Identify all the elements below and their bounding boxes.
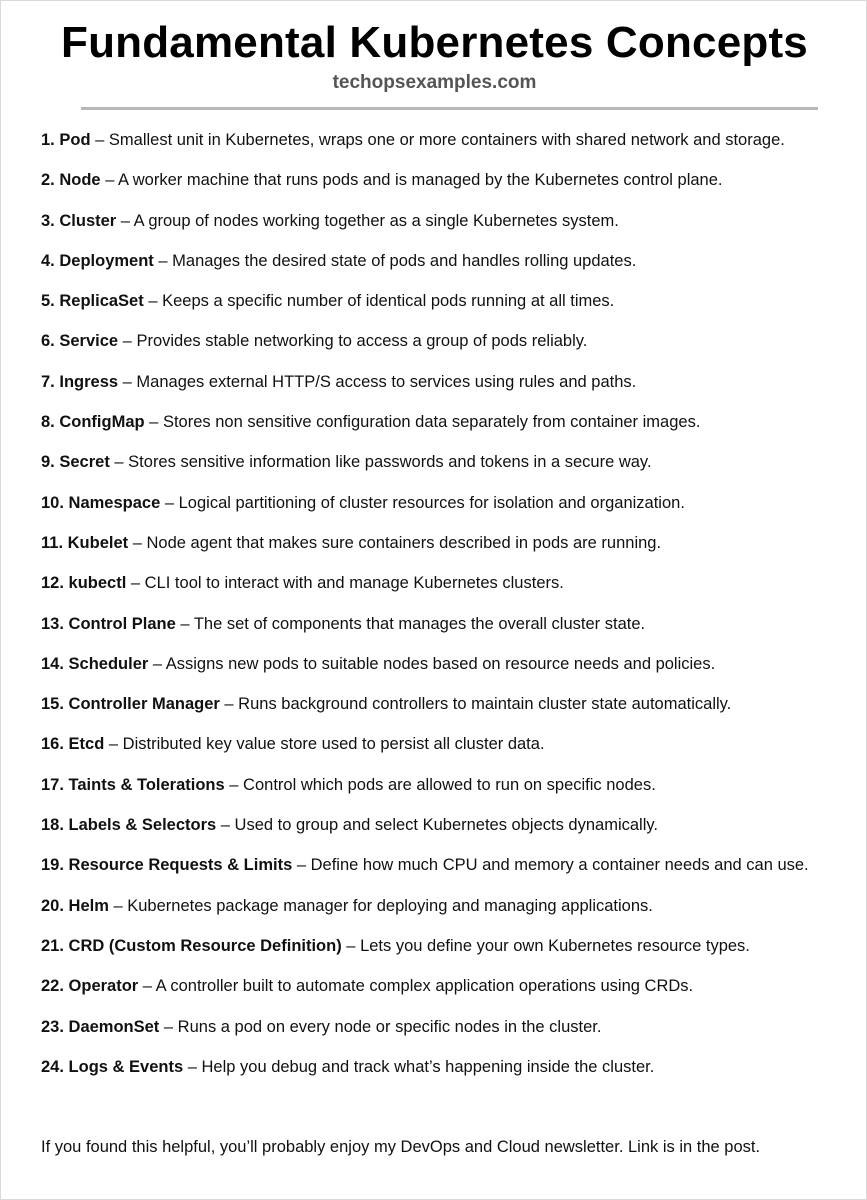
term-label: Scheduler (68, 654, 149, 673)
item-number: 20. (41, 896, 64, 915)
concept-term (41, 453, 110, 471)
term-label: Logs & Events (68, 1057, 184, 1076)
item-number: 24. (41, 1057, 64, 1076)
item-number: 1. (41, 131, 55, 149)
concept-description: The set of components that manages the overall cluster state. (193, 614, 646, 633)
item-number: 10. (41, 493, 64, 512)
concept-description: Manages external HTTP/S access to services using rules and paths. (136, 372, 637, 391)
concept-term (41, 413, 145, 431)
list-item: 9. Secret – Stores sensitive information like passwords and tokens in a secure way. (41, 453, 652, 472)
item-number: 21. (41, 936, 64, 955)
header-divider (81, 107, 818, 110)
concept-term (41, 534, 128, 552)
term-label: Ingress (59, 372, 119, 391)
concept-description: Runs background controllers to maintain cluster state automatically. (238, 695, 732, 714)
list-item: 11. Kubelet – Node agent that makes sure containers described in pods are running. (41, 533, 662, 552)
site-url: techopsexamples.com (332, 72, 537, 93)
item-number: 6. (41, 332, 55, 351)
list-item: 24. Logs & Events – Help you debug and track what’s happening inside the cluster. (41, 1057, 655, 1076)
concept-term (41, 695, 220, 713)
concept-description: Define how much CPU and memory a container needs and can use. (310, 856, 809, 875)
item-number: 18. (41, 816, 64, 835)
list-item: 19. Resource Requests & Limits – Define how much CPU and memory a container needs and can use. (41, 856, 809, 875)
concept-term (41, 171, 101, 189)
list-item: 20. Helm – Kubernetes package manager for deploying and managing applications. (41, 896, 653, 915)
concept-description: Help you debug and track what’s happening inside the cluster. (201, 1057, 655, 1076)
concept-description: Runs a pod on every node or specific nodes in the cluster. (177, 1017, 602, 1036)
term-label: Cluster (59, 211, 117, 230)
concept-description: Logical partitioning of cluster resources for isolation and organization. (178, 493, 685, 512)
term-label: Deployment (59, 251, 154, 270)
term-label: DaemonSet (68, 1017, 160, 1036)
footer-note: If you found this helpful, you’ll probably enjoy my DevOps and Cloud newsletter. Link is in the post. (41, 1138, 761, 1156)
concept-term (41, 292, 144, 310)
concept-term (41, 776, 225, 794)
concept-term (41, 1018, 159, 1036)
concept-description: Lets you define your own Kubernetes resource types. (360, 936, 750, 955)
concept-description: A group of nodes working together as a single Kubernetes system. (133, 211, 619, 230)
concept-description: Keeps a specific number of identical pods running at all times. (162, 292, 615, 311)
list-item: 15. Controller Manager – Runs background controllers to maintain cluster state automatically. (41, 695, 732, 714)
concept-description: Assigns new pods to suitable nodes based on resource needs and policies. (165, 654, 716, 673)
list-item: 22. Operator – A controller built to automate complex application operations using CRDs. (41, 977, 694, 996)
concept-description: Stores sensitive information like passwords and tokens in a secure way. (128, 453, 652, 472)
item-number: 12. (41, 574, 64, 593)
item-number: 13. (41, 614, 64, 633)
concept-description: Stores non sensitive configuration data separately from container images. (162, 413, 701, 432)
item-number: 8. (41, 413, 55, 432)
item-number: 19. (41, 856, 64, 875)
list-item: 23. DaemonSet – Runs a pod on every node or specific nodes in the cluster. (41, 1017, 602, 1036)
list-item: 16. Etcd – Distributed key value store used to persist all cluster data. (41, 735, 545, 754)
list-item: 13. Control Plane – The set of components that manages the overall cluster state. (41, 614, 646, 633)
concept-term (41, 574, 126, 592)
term-label: Resource Requests & Limits (68, 856, 293, 875)
concept-description: Provides stable networking to access a group of pods reliably. (136, 332, 588, 351)
list-item: 5. ReplicaSet – Keeps a specific number of identical pods running at all times. (41, 292, 615, 311)
item-number: 15. (41, 695, 64, 714)
item-number: 17. (41, 775, 64, 794)
concept-list (41, 130, 836, 1097)
concept-term (41, 655, 148, 673)
item-number: 14. (41, 654, 64, 673)
concept-term (41, 735, 104, 753)
list-item: 6. Service – Provides stable networking to access a group of pods reliably. (41, 332, 588, 351)
item-number: 23. (41, 1017, 64, 1036)
concept-description: Distributed key value store used to persist all cluster data. (122, 735, 545, 754)
concept-term (41, 212, 116, 230)
item-number: 4. (41, 251, 55, 270)
concept-term (41, 937, 342, 955)
list-item: 1. Pod – Smallest unit in Kubernetes, wraps one or more containers with shared network and storage. (41, 131, 785, 149)
item-number: 5. (41, 292, 55, 311)
concept-term (41, 373, 118, 391)
term-label: Operator (68, 977, 139, 996)
item-number: 11. (41, 533, 64, 552)
term-label: Kubelet (67, 533, 129, 552)
list-item: 2. Node – A worker machine that runs pods and is managed by the Kubernetes control plane. (41, 171, 723, 190)
concept-term (41, 816, 216, 834)
list-item: 18. Labels & Selectors – Used to group and select Kubernetes objects dynamically. (41, 816, 658, 835)
concept-description: A worker machine that runs pods and is managed by the Kubernetes control plane. (118, 171, 723, 190)
concept-term (41, 856, 292, 874)
term-label: kubectl (68, 574, 127, 593)
concept-term (41, 131, 91, 149)
list-item: 10. Namespace – Logical partitioning of cluster resources for isolation and organization. (41, 493, 685, 512)
concept-term (41, 897, 109, 915)
term-label: Controller Manager (68, 695, 220, 714)
concept-description: CLI tool to interact with and manage Kubernetes clusters. (144, 574, 564, 593)
concept-description: Manages the desired state of pods and handles rolling updates. (172, 251, 637, 270)
term-label: Helm (68, 896, 109, 915)
list-item: 7. Ingress – Manages external HTTP/S access to services using rules and paths. (41, 372, 637, 391)
list-item: 14. Scheduler – Assigns new pods to suitable nodes based on resource needs and policies. (41, 654, 716, 673)
concept-description: Used to group and select Kubernetes objects dynamically. (234, 816, 658, 835)
term-label: Node (59, 171, 101, 190)
concept-term (41, 494, 160, 512)
item-number: 7. (41, 372, 55, 391)
term-label: Labels & Selectors (68, 816, 217, 835)
item-number: 9. (41, 453, 55, 472)
concept-term (41, 977, 138, 995)
term-label: CRD (Custom Resource Definition) (68, 936, 342, 955)
list-item: 12. kubectl – CLI tool to interact with and manage Kubernetes clusters. (41, 574, 564, 593)
concept-term (41, 332, 118, 350)
term-label: Taints & Tolerations (68, 775, 225, 794)
list-item: 21. CRD (Custom Resource Definition) – Lets you define your own Kubernetes resource types. (41, 936, 750, 955)
concept-term (41, 1058, 183, 1076)
concept-description: A controller built to automate complex application operations using CRDs. (155, 977, 694, 996)
term-label: Namespace (68, 493, 161, 512)
term-label: Service (59, 332, 119, 351)
term-label: Etcd (68, 735, 105, 754)
item-number: 16. (41, 735, 64, 754)
concept-description: Smallest unit in Kubernetes, wraps one or more containers with shared network and storage. (108, 131, 785, 149)
term-label: ReplicaSet (59, 292, 144, 311)
concept-description: Control which pods are allowed to run on specific nodes. (243, 775, 656, 794)
item-number: 22. (41, 977, 64, 996)
concept-term (41, 252, 154, 270)
concept-description: Kubernetes package manager for deploying and managing applications. (127, 896, 653, 915)
term-label: Pod (59, 131, 91, 149)
term-label: Control Plane (68, 614, 176, 633)
term-label: ConfigMap (59, 413, 145, 432)
list-item: 4. Deployment – Manages the desired state of pods and handles rolling updates. (41, 251, 637, 270)
list-item: 8. ConfigMap – Stores non sensitive configuration data separately from container images. (41, 413, 701, 432)
list-item: 17. Taints & Tolerations – Control which pods are allowed to run on specific nodes. (41, 775, 656, 794)
concept-description: Node agent that makes sure containers described in pods are running. (146, 533, 662, 552)
item-number: 2. (41, 171, 55, 190)
term-label: Secret (59, 453, 110, 472)
item-number: 3. (41, 211, 55, 230)
concept-term (41, 615, 176, 633)
list-item: 3. Cluster – A group of nodes working together as a single Kubernetes system. (41, 211, 619, 230)
page-title: Fundamental Kubernetes Concepts (61, 18, 808, 67)
